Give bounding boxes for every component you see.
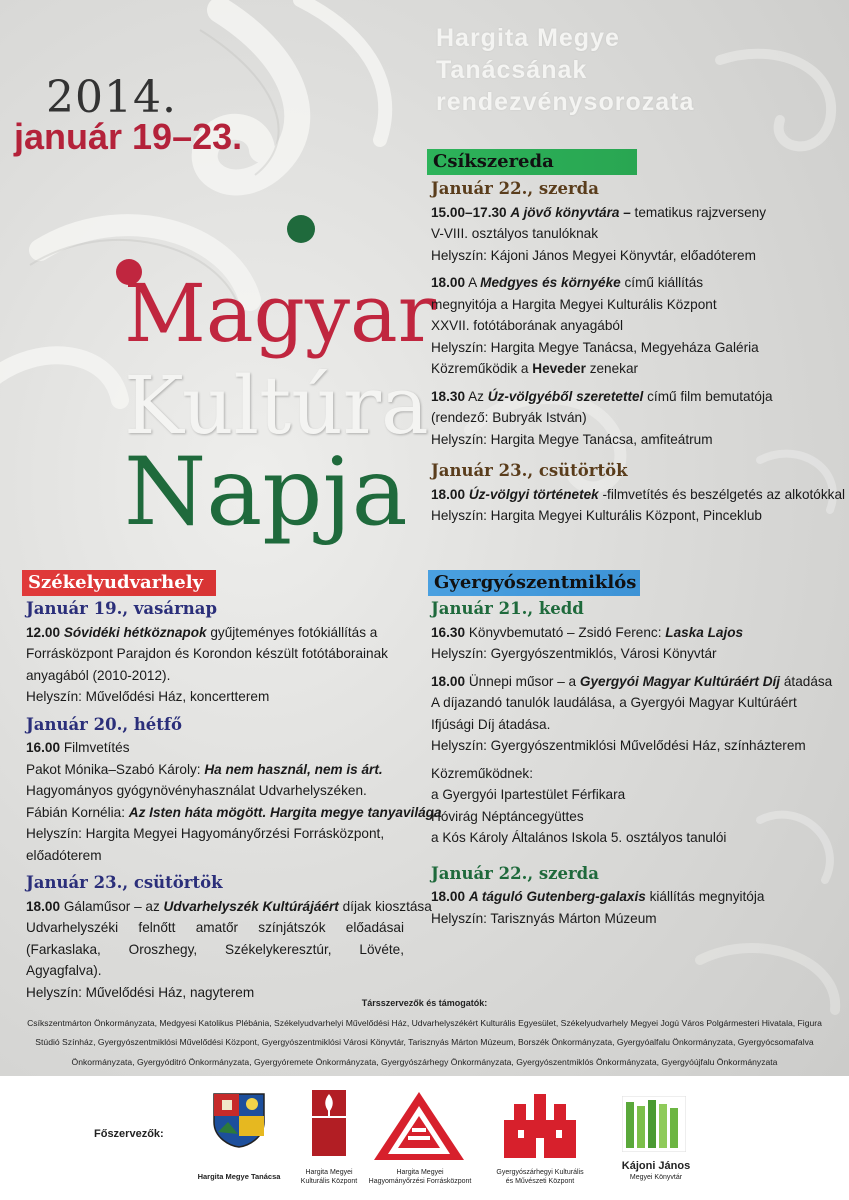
day-heading: Január 20., hétfő <box>26 714 183 734</box>
logo-caption: Kájoni János Megyei Könyvtár <box>621 1160 691 1181</box>
sponsors-line: Stúdió Színház, Gyergyószentmiklósi Művelődési Központ, Gyergyószentmiklósi Városi Könyvtár, Tarisznyás Márton Múzeum, Borszék Önkormányzata, Gyergyóalfalu Önkormányzata, Gyergyócsomafalva <box>35 1037 814 1047</box>
cultural-center-logo-icon <box>312 1090 346 1156</box>
day-heading: Január 22., szerda <box>431 179 599 198</box>
main-organizers-label: Főszervezők: <box>94 1128 164 1140</box>
tag-gyergyoszentmiklos: Gyergyószentmiklós <box>428 570 640 596</box>
event-item: 18.00 Gálaműsor – az Udvarhelyszék Kultúrájáért díjak kiosztása Udvarhelyszéki felnőtt amatőr színjátszók előadásai (Farkaslaka, Oroszhegy, Székelykeresztúr, Lövéte, Agyagfalva). Helyszín: Művelődési Ház, nagyterem <box>26 898 432 1000</box>
tradition-center-logo-icon <box>372 1090 466 1164</box>
title-magyar: Magyar <box>124 267 436 360</box>
castle-logo-icon <box>500 1090 580 1162</box>
event-year: 2014. <box>46 72 177 123</box>
tag-csikszereda: Csíkszereda <box>427 149 637 175</box>
logo-caption: Hargita Megyei Kulturális Központ <box>300 1169 358 1185</box>
day-heading: Január 21., kedd <box>431 599 584 618</box>
day-heading: Január 19., vasárnap <box>26 599 217 618</box>
section-gyergyoszentmiklos <box>431 592 831 935</box>
green-dot <box>287 215 315 243</box>
organizer-line-2: Tanácsának <box>436 56 588 84</box>
event-item: 18.00 A Medgyes és környéke című kiállítás megnyitója a Hargita Megyei Kulturális Központ XXVII. fotótáborának anyagából Helyszín: Hargita Megye Tanácsa, Megyeháza Galéria Közreműködik a Heveder zenekar <box>431 275 759 376</box>
event-item: 16.30 Könyvbemutató – Zsidó Ferenc: Laska Lajos Helyszín: Gyergyószentmiklós, Városi Könyvtár <box>431 624 744 661</box>
logo-caption: Gyergyószárhegyi Kulturális és Művészeti Központ <box>496 1169 584 1185</box>
tag-szekelyudvarhely: Székelyudvarhely <box>22 570 216 596</box>
day-heading: Január 23., csütörtök <box>26 873 223 892</box>
event-item: 18.00 Úz-völgyi történetek -filmvetítés és beszélgetés az alkotókkal Helyszín: Hargita Megyei Kulturális Központ, Pinceklub <box>431 486 846 523</box>
event-dates: január 19–23. <box>14 116 243 157</box>
organizer-line-3: rendezvénysorozata <box>436 88 695 116</box>
day-heading: Január 22., szerda <box>431 863 599 883</box>
sponsors-line: Csíkszentmárton Önkormányzata, Medgyesi Katolikus Plébánia, Székelyudvarhelyi Művelődési Ház, Udvarhelyszékért Kulturális Egyesület, Székelyudvarhely Megyei Jogú Város Polgármesteri Hivatala, Figura <box>27 1017 822 1028</box>
sponsors-line: Önkormányzata, Gyergyóditró Önkormányzata, Gyergyóremete Önkormányzata, Gyergyószárhegy Önkormányzata, Gyergyószentmiklós Önkormányzata, Gyergyóújfalu Önkormányzata <box>71 1056 778 1067</box>
organizer-line-1: Hargita Megye <box>436 24 620 52</box>
logo-caption: Hargita Megye Tanácsa <box>197 1172 281 1181</box>
logo-caption: Hargita Megyei Hagyományőrzési Forrásközpont <box>368 1169 472 1185</box>
organizer-heading <box>436 22 694 118</box>
event-item: 18.00 A táguló Gutenberg-galaxis kiállítás megnyitója Helyszín: Tarisznyás Márton Múzeum <box>431 889 765 926</box>
sponsors-heading: Társszervezők és támogatók: <box>361 998 488 1008</box>
day-heading: Január 23., csütörtök <box>431 461 628 480</box>
event-item: 16.00 Filmvetítés Pakot Mónika–Szabó Károly: Ha nem használ, nem is árt. Hagyományos gyógynövényhasználat Udvarhelyszéken. Fábián Kornélia: Az Isten háta mögött. Hargita megye tanyavilága Helyszín: Hargita Megyei Hagyományőrzési Forrásközpont, előadóterem <box>26 740 442 863</box>
sponsors-block <box>0 994 849 1072</box>
section-csikszereda <box>431 172 846 533</box>
title-napja: Napja <box>124 438 408 547</box>
event-item: 18.00 Ünnepi műsor – a Gyergyói Magyar Kultúráért Díj átadása A díjazandó tanulók laudálása, a Gyergyói Magyar Kultúráért Ifjúsági Díj átadása. Helyszín: Gyergyószentmiklósi Művelődési Ház, színházterem Közreműködnek: a Gyergyói Ipartestület Férfikara Hóvirág Néptáncegyüttes a Kós Károly Általános Iskola 5. osztályos tanulói <box>431 673 833 845</box>
library-books-icon <box>622 1096 686 1152</box>
event-item: 15.00–17.30 A jövő könyvtára – tematikus rajzverseny V-VIII. osztályos tanulóknak Helyszín: Kájoni János Megyei Könyvtár, előadóterem <box>431 204 766 263</box>
coat-of-arms-icon <box>212 1092 266 1148</box>
title-kultura: Kultúra <box>124 359 429 452</box>
event-item: 12.00 Sóvidéki hétköznapok gyűjteményes fotókiállítás a Forrásközpont Parajdon és Korondon készült fotótáborainak anyagából (2010-2012). Helyszín: Művelődési Ház, koncertterem <box>26 624 388 704</box>
event-item: 18.30 Az Úz-völgyéből szeretettel című film bemutatója (rendező: Bubryák István) Helyszín: Hargita Megye Tanácsa, amfiteátrum <box>431 388 773 447</box>
footer-organizers <box>0 1076 849 1200</box>
